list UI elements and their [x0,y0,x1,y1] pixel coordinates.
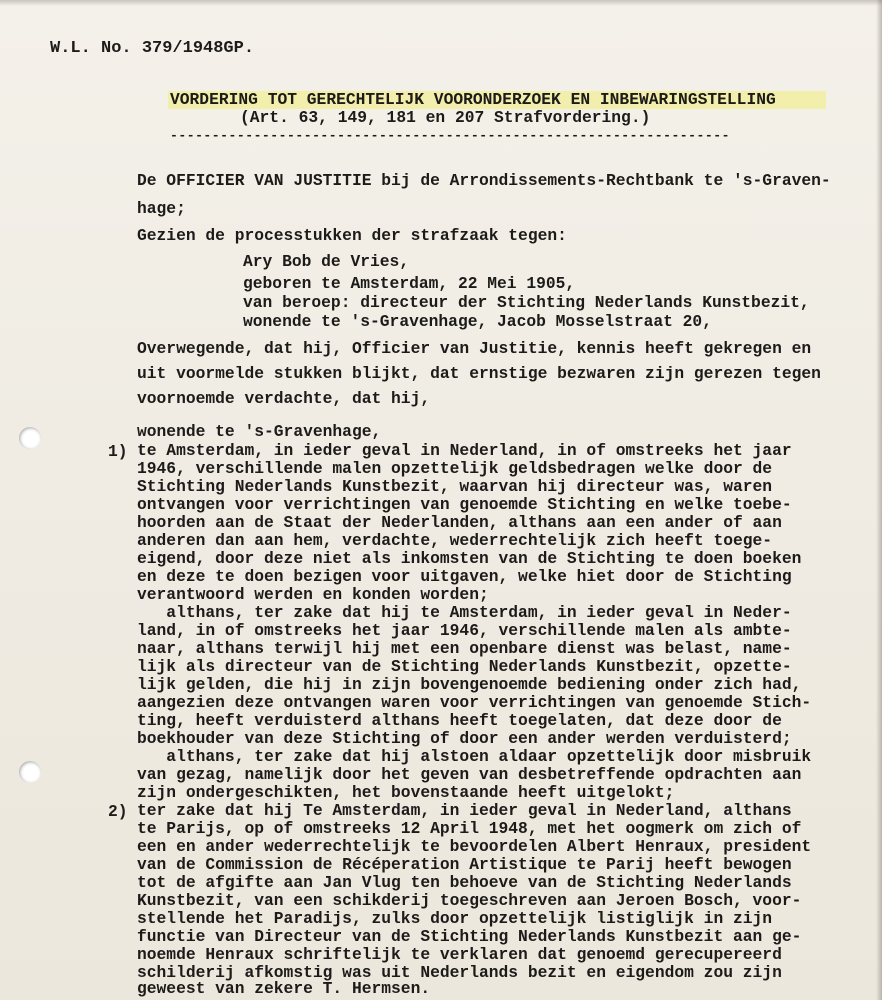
considering-line-2: uit voormelde stukken blijkt, dat ernstige bezwaren zijn gerezen tegen [137,364,821,383]
item-2-line: te Parijs, op of omstreeks 12 April 1948, met het oogmerk om zich of [137,819,802,838]
item-1-line: verantwoord werden en konden worden; [137,585,489,604]
item-2-number: 2) [108,802,128,821]
item-1-line: aangezien deze ontvangen waren voor verrichtingen van genoemde Stich- [137,693,812,712]
item-2-line: stellende het Paradijs, zulks door opzettelijk listiglijk in zijn [137,909,773,928]
title-separator: ------------------------------------------------------------------- [170,128,730,143]
item-1-line: ting, heeft verduisterd althans heeft toegelaten, dat deze door de [137,711,782,730]
item-1-line: althans, ter zake dat hij te Amsterdam, in ieder geval in Neder- [137,603,792,622]
suspect-profession: van beroep: directeur der Stichting Nederlands Kunstbezit, [243,293,810,312]
item-2-line: ter zake dat hij Te Amsterdam, in ieder geval in Nederland, althans [137,801,792,820]
item-1-line: van gezag, namelijk door het geven van desbetreffende opdrachten aan [137,765,802,784]
page-edge-shadow [876,0,882,1000]
item-2-line: schilderij afkomstig was uit Nederlands bezit en eigendom zou zijn [137,963,782,982]
item-1-line: ontvangen voor verrichtingen van genoemde Stichting en welke toebe- [137,495,792,514]
item-1-line: land, in of omstreeks het jaar 1946, verschillende malen als ambte- [137,621,792,640]
reference-number: W.L. No. 379/1948GP. [50,39,255,58]
suspect-address: wonende te 's-Gravenhage, Jacob Mosselstraat 20, [243,312,712,331]
page-top-shadow [0,0,882,6]
suspect-name: Ary Bob de Vries, [243,252,410,271]
item-2-line: geweest van zekere T. Hermsen. [137,979,431,998]
item-1-line: zijn ondergeschikten, het bovenstaande heeft uitgelokt; [137,783,675,802]
item-2-line: noemde Henraux schriftelijk te verklaren dat genoemd gerecupereerd [137,945,782,964]
punch-hole-bottom [19,761,41,783]
residence-line: wonende te 's-Gravenhage, [137,422,382,441]
item-1-line: Stichting Nederlands Kunstbezit, waarvan hij directeur was, waren [137,477,773,496]
punch-hole-top [19,427,41,449]
item-2-line: Kunstbezit, van een schikderij toegeschreven aan Jeroen Bosch, voor- [137,891,802,910]
item-1-line: hoorden aan de Staat der Nederlanden, althans aan een ander of aan [137,513,782,532]
considering-line-1: Overwegende, dat hij, Officier van Justitie, kennis heeft gekregen en [137,339,812,358]
intro-line-3: Gezien de processtukken der strafzaak tegen: [137,226,567,245]
considering-line-3: voornoemde verdachte, dat hij, [137,389,431,408]
document-subtitle: (Art. 63, 149, 181 en 207 Strafvordering.) [240,108,651,127]
item-1-number: 1) [108,442,128,461]
item-1-line: naar, althans terwijl hij met een openbare dienst was belast, name- [137,639,792,658]
suspect-birth: geboren te Amsterdam, 22 Mei 1905, [243,274,576,293]
item-1-line: althans, ter zake dat hij alstoen aldaar opzettelijk door misbruik [137,747,812,766]
item-2-line: functie van Directeur van de Stichting Nederlands Kunstbezit aan ge- [137,927,802,946]
item-1-line: anderen dan aan hem, verdachte, wederrechtelijk zich heeft toege- [137,531,773,550]
item-1-line: eigend, door deze niet als inkomsten van de Stichting te doen boeken [137,549,802,568]
item-2-line: een en ander wederrechtelijk te bevoordelen Albert Henraux, president [137,837,812,856]
item-1-line: te Amsterdam, in ieder geval in Nederland, in of omstreeks het jaar [137,441,792,460]
item-2-line: tot de afgifte aan Jan Vlug ten behoeve van de Stichting Nederlands [137,873,792,892]
item-1-line: lijk als directeur van de Stichting Nederlands Kunstbezit, opzette- [137,657,792,676]
item-1-line: boekhouder van deze Stichting of door een ander werden verduisterd; [137,729,792,748]
item-1-line: en deze te doen bezigen voor uitgaven, welke hiet door de Stichting [137,567,792,586]
intro-line-2: hage; [137,199,186,218]
item-1-line: lijk gelden, die hij in zijn bovengenoemde bediening onder zich had, [137,675,802,694]
item-2-line: van de Commission de Récéperation Artistique te Parij heeft bewogen [137,855,792,874]
item-1-line: 1946, verschillende malen opzettelijk geldsbedragen welke door de [137,459,773,478]
intro-line-1: De OFFICIER VAN JUSTITIE bij de Arrondissements-Rechtbank te 's-Graven- [137,171,831,190]
document-title: VORDERING TOT GERECHTELIJK VOORONDERZOEK EN INBEWARINGSTELLING [170,90,776,109]
